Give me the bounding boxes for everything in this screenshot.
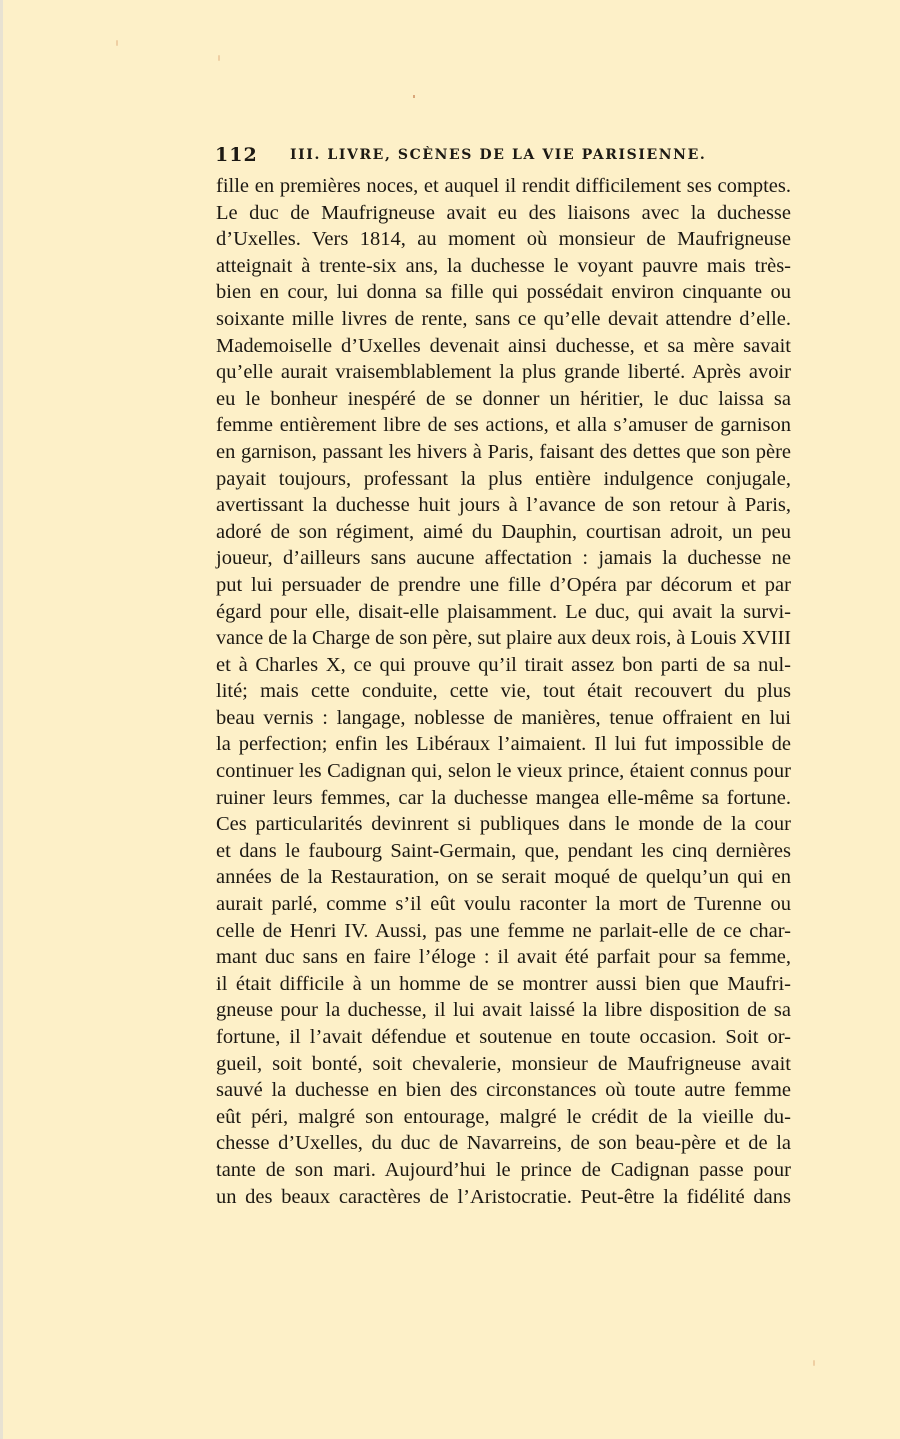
text-line: qu’elle aurait vraisemblablement la plus grande liberté. Après avoir — [216, 361, 791, 384]
text-line: il était difficile à un homme de se montrer aussi bien que Maufri- — [216, 972, 791, 995]
body-text — [216, 173, 791, 1210]
text-line: adoré de son régiment, aimé du Dauphin, courtisan adroit, un peu — [216, 520, 791, 543]
text-line: beau vernis : langage, noblesse de manières, tenue offraient en lui — [216, 706, 791, 729]
text-line: sauvé la duchesse en bien des circonstances où toute autre femme — [216, 1079, 791, 1102]
paper-speck — [218, 55, 220, 61]
page-header — [215, 144, 793, 168]
text-line: aurait parlé, comme s’il eût voulu raconter la mort de Turenne ou — [216, 893, 791, 916]
paper-speck — [413, 95, 415, 98]
text-line: bien en cour, lui donna sa fille qui possédait environ cinquante ou — [216, 281, 791, 304]
text-line: tante de son mari. Aujourd’hui le prince de Cadignan passe pour — [216, 1158, 791, 1181]
text-line: soixante mille livres de rente, sans ce qu’elle devait attendre d’elle. — [216, 307, 791, 330]
text-line: égard pour elle, disait-elle plaisamment. Le duc, qui avait la survi- — [216, 600, 791, 623]
text-line: femme entièrement libre de ses actions, et alla s’amuser de garnison — [216, 414, 791, 437]
page-number: 112 — [215, 144, 258, 166]
text-line: celle de Henri IV. Aussi, pas une femme ne parlait-elle de ce char- — [216, 919, 791, 942]
text-line: gueil, soit bonté, soit chevalerie, monsieur de Maufrigneuse avait — [216, 1052, 791, 1075]
text-line: payait toujours, professant la plus entière indulgence conjugale, — [216, 467, 791, 490]
text-line: eût péri, malgré son entourage, malgré le crédit de la vieille du- — [216, 1105, 791, 1128]
text-line: Ces particularités devinrent si publiques dans le monde de la cour — [216, 813, 791, 836]
text-line: continuer les Cadignan qui, selon le vieux prince, étaient connus pour — [216, 760, 791, 783]
text-line: et dans le faubourg Saint-Germain, que, pendant les cinq dernières — [216, 839, 791, 862]
text-line: fille en premières noces, et auquel il rendit difficilement ses comptes. — [216, 175, 791, 197]
text-line: en garnison, passant les hivers à Paris, faisant des dettes que son père — [216, 440, 791, 463]
text-line: mant duc sans en faire l’éloge : il avait été parfait pour sa femme, — [216, 946, 791, 969]
text-line: années de la Restauration, on se serait moqué de quelqu’un qui en — [216, 866, 791, 889]
text-line: d’Uxelles. Vers 1814, au moment où monsieur de Maufrigneuse — [216, 228, 791, 251]
text-line: joueur, d’ailleurs sans aucune affectation : jamais la duchesse ne — [216, 547, 791, 570]
paper-speck — [116, 40, 118, 46]
text-line: chesse d’Uxelles, du duc de Navarreins, de son beau-père et de la — [216, 1132, 791, 1155]
running-head: III. LIVRE, SCÈNES DE LA VIE PARISIENNE. — [290, 147, 707, 163]
text-line: ruiner leurs femmes, car la duchesse mangea elle-même sa fortune. — [216, 786, 791, 809]
text-line: atteignait à trente-six ans, la duchesse le voyant pauvre mais très- — [216, 254, 791, 277]
text-line: put lui persuader de prendre une fille d’Opéra par décorum et par — [216, 573, 791, 596]
text-line: lité; mais cette conduite, cette vie, tout était recouvert du plus — [216, 680, 791, 703]
text-line: Mademoiselle d’Uxelles devenait ainsi duchesse, et sa mère savait — [216, 334, 791, 357]
text-line: et à Charles X, ce qui prouve qu’il tirait assez bon parti de sa nul- — [216, 653, 791, 676]
text-line: fortune, il l’avait défendue et soutenue en toute occasion. Soit or- — [216, 1026, 791, 1048]
text-line: Le duc de Maufrigneuse avait eu des liaisons avec la duchesse — [216, 201, 791, 224]
text-line: un des beaux caractères de l’Aristocratie. Peut-être la fidélité dans — [216, 1185, 791, 1208]
text-line: vance de la Charge de son père, sut plaire aux deux rois, à Louis XVIII — [216, 627, 791, 650]
text-line: la perfection; enfin les Libéraux l’aimaient. Il lui fut impossible de — [216, 733, 791, 756]
text-line: gneuse pour la duchesse, il lui avait laissé la libre disposition de sa — [216, 999, 791, 1022]
text-line: avertissant la duchesse huit jours à l’avance de son retour à Paris, — [216, 494, 791, 517]
paper-speck — [813, 1360, 815, 1366]
text-line: eu le bonheur inespéré de se donner un héritier, le duc laissa sa — [216, 387, 791, 410]
